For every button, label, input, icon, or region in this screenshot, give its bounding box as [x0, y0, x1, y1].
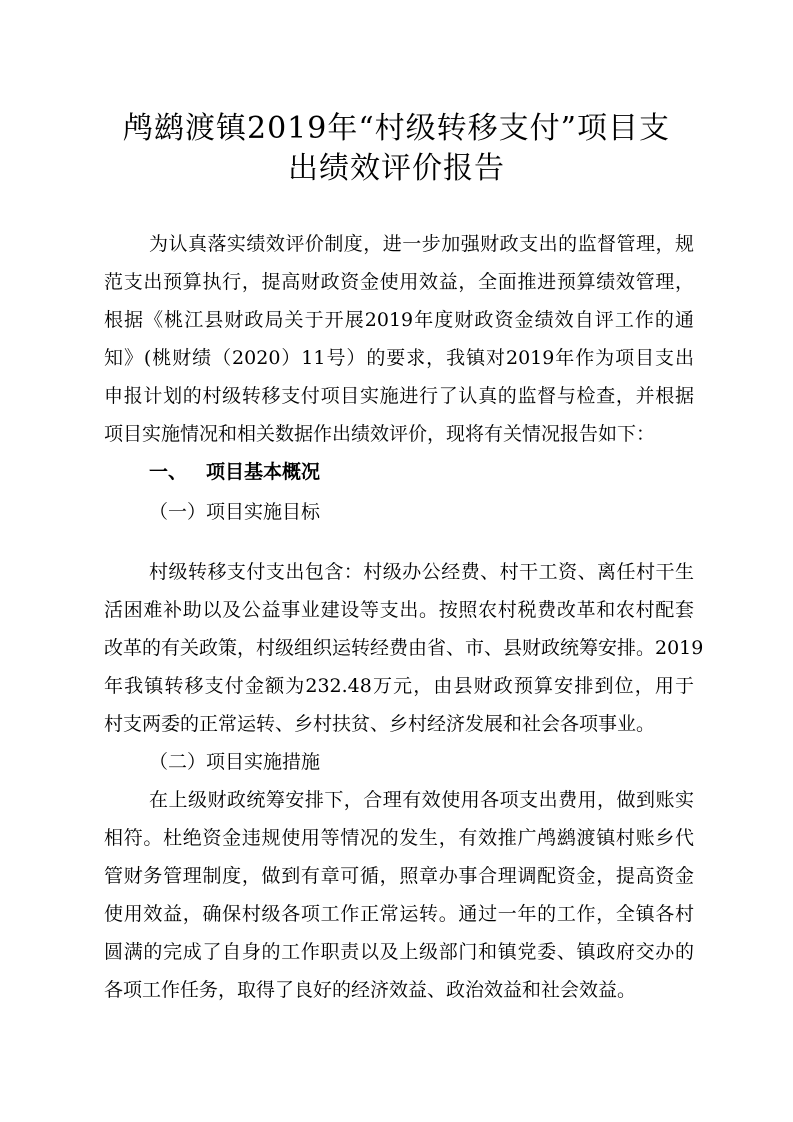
paragraph-line: 村级转移支付支出包含：村级办公经费、村干工资、离任村干生: [149, 561, 694, 583]
document-title-line-1: 鸬鹚渡镇2019年“村级转移支付”项目支: [122, 111, 671, 146]
subsection-heading: （一）项目实施目标: [149, 501, 321, 523]
paragraph-line: 使用效益，确保村级各项工作正常运转。通过一年的工作，全镇各村: [104, 903, 694, 925]
paragraph-line: 圆满的完成了自身的工作职责以及上级部门和镇党委、镇政府交办的: [104, 941, 694, 963]
intro-line: 为认真落实绩效评价制度，进一步加强财政支出的监督管理，规: [149, 233, 694, 255]
paragraph-line: 活困难补助以及公益事业建设等支出。按照农村税费改革和农村配套: [104, 599, 694, 621]
intro-line: 根据《桃江县财政局关于开展2019年度财政资金绩效自评工作的通: [104, 309, 694, 331]
paragraph-line: 村支两委的正常运转、乡村扶贫、乡村经济发展和社会各项事业。: [104, 713, 656, 735]
paragraph-line: 相符。杜绝资金违规使用等情况的发生，有效推广鸬鹚渡镇村账乡代: [104, 827, 694, 849]
section-heading: 项目基本概况: [206, 461, 321, 483]
section-number: 一、: [149, 461, 188, 483]
paragraph-line: 改革的有关政策，村级组织运转经费由省、市、县财政统筹安排。2019: [104, 637, 704, 659]
document-title-line-2: 出绩效评价报告: [288, 151, 505, 186]
intro-line: 申报计划的村级转移支付项目实施进行了认真的监督与检查，并根据: [104, 385, 694, 407]
intro-line: 范支出预算执行，提高财政资金使用效益，全面推进预算绩效管理，: [104, 271, 694, 293]
intro-line: 项目实施情况和相关数据作出绩效评价，现将有关情况报告如下：: [104, 423, 656, 445]
paragraph-line: 在上级财政统筹安排下，合理有效使用各项支出费用，做到账实: [149, 789, 694, 811]
intro-line: 知》(桃财绩（2020）11号）的要求，我镇对2019年作为项目支出: [104, 347, 694, 369]
subsection-heading: （二）项目实施措施: [149, 751, 321, 773]
paragraph-line: 年我镇转移支付金额为232.48万元，由县财政预算安排到位，用于: [104, 675, 694, 697]
paragraph-line: 各项工作任务，取得了良好的经济效益、政治效益和社会效益。: [104, 979, 637, 1001]
paragraph-line: 管财务管理制度，做到有章可循，照章办事合理调配资金，提高资金: [104, 865, 694, 887]
